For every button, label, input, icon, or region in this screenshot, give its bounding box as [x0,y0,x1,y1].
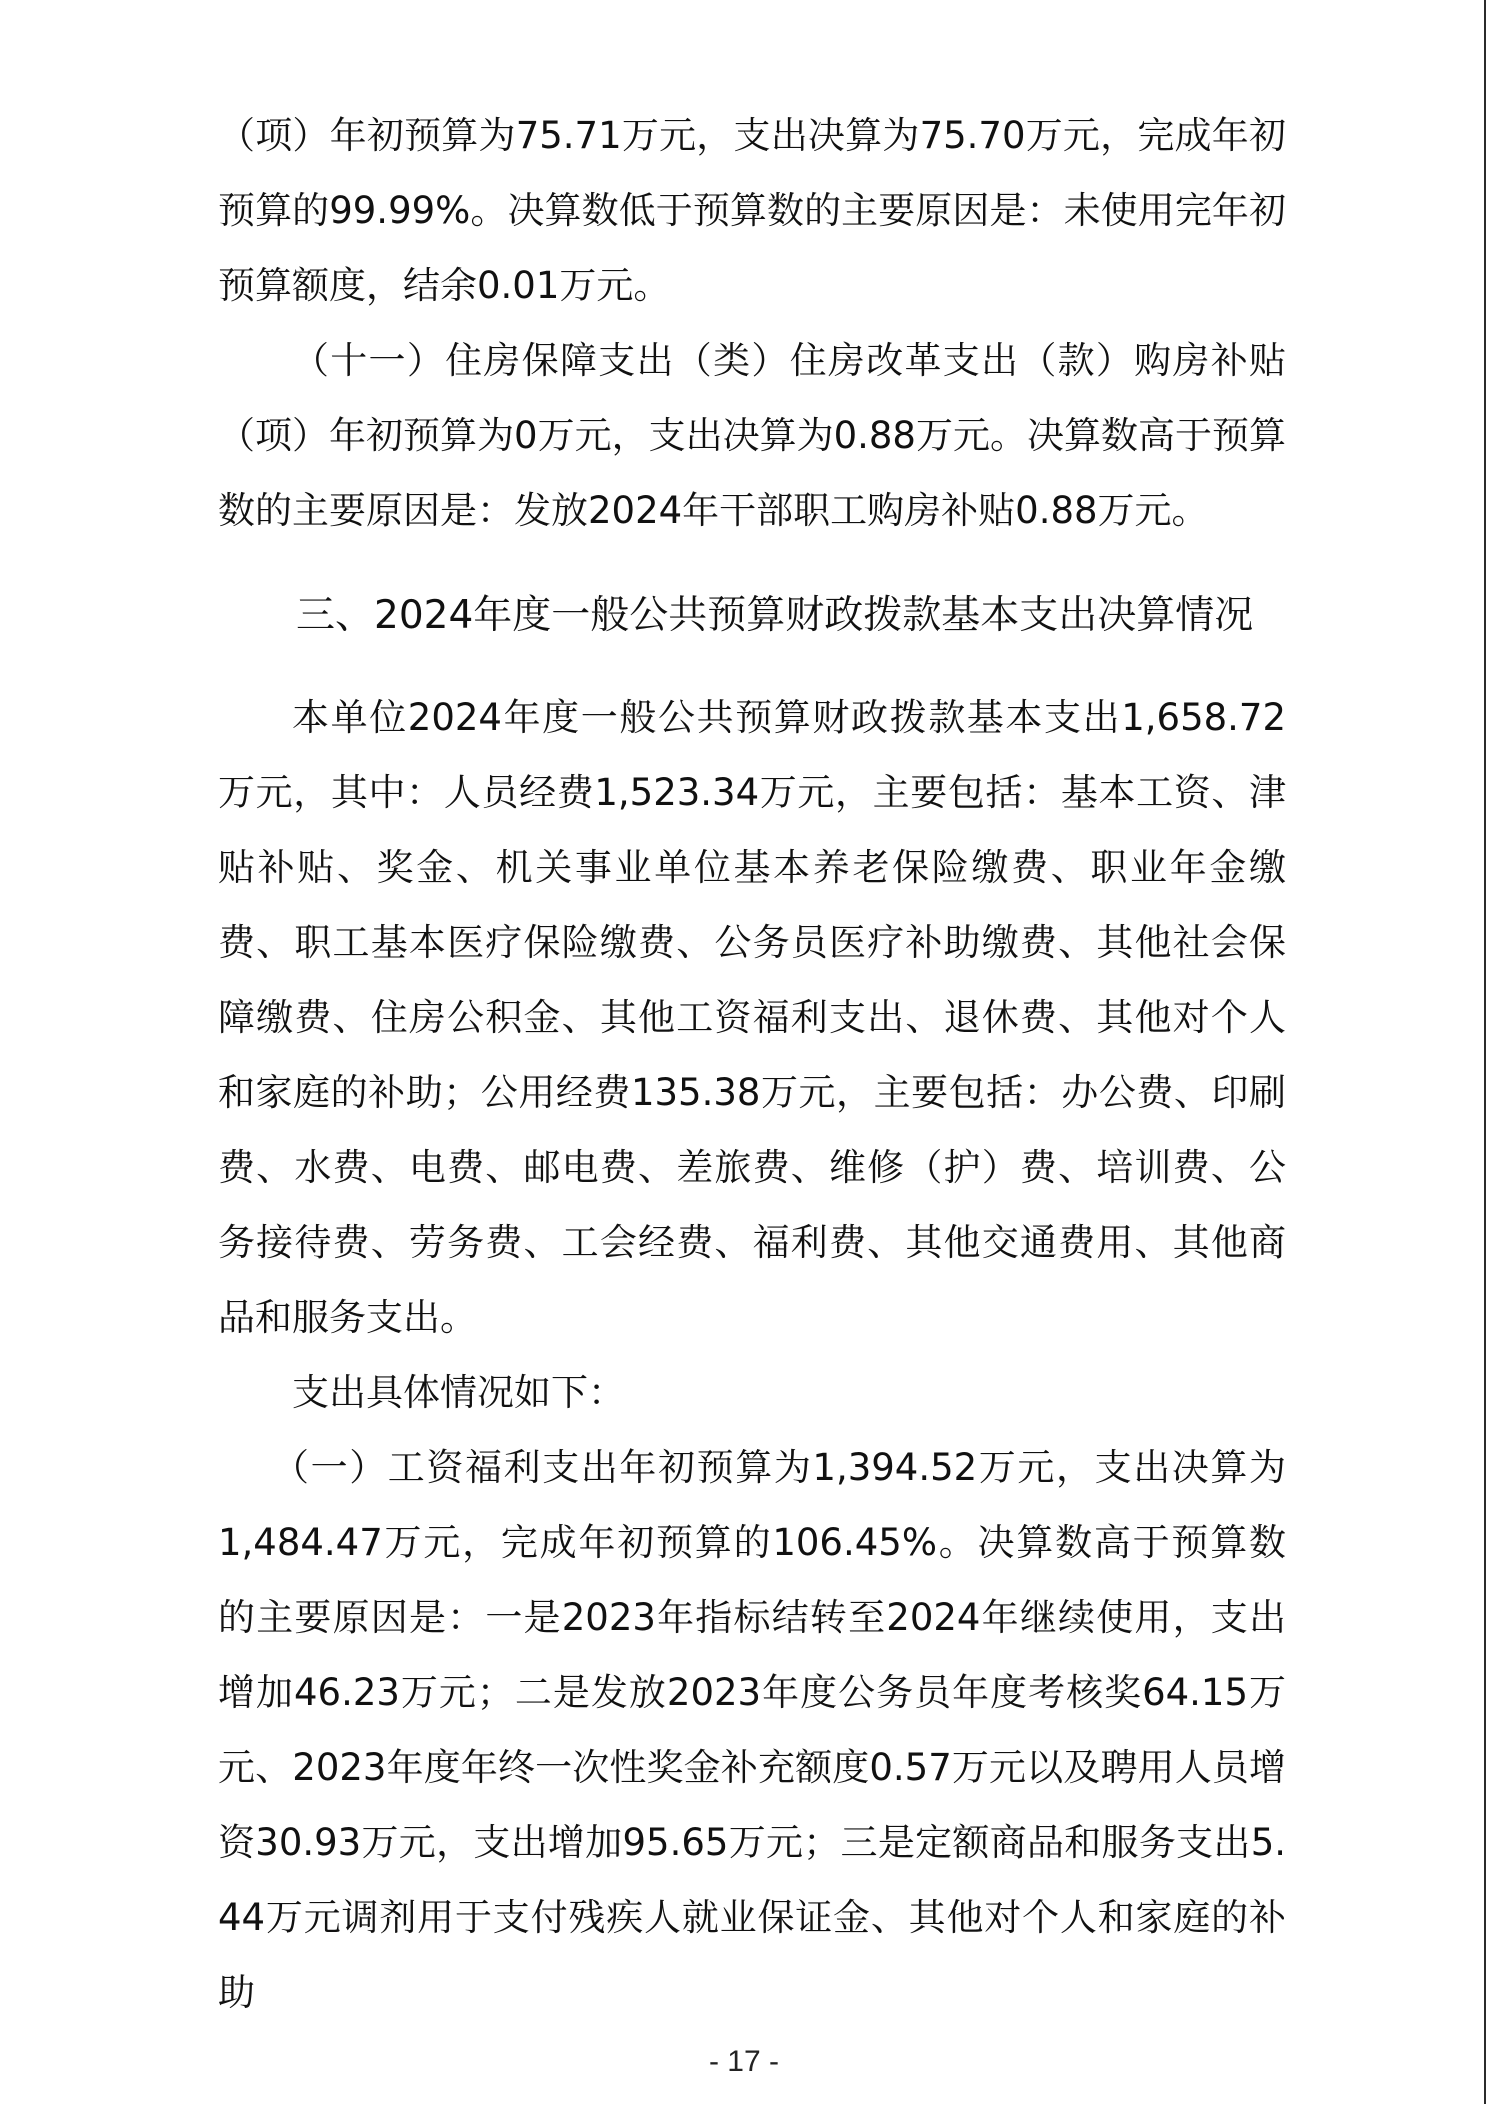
paragraph-wage-welfare: （一）工资福利支出年初预算为1,394.52万元，支出决算为1,484.47万元，完成年初预算的106.45%。决算数高于预算数的主要原因是：一是2023年指标结转至2024年继续使用，支出增加46.23万元；二是发放2023年度公务员年度考核奖64.15万元、2023年度年终一次性奖金补充额度0.57万元以及聘用人员增资30.93万元，支出增加95.65万元；三是定额商品和服务支出5.44万元调剂用于支付残疾人就业保证金、其他对个人和家庭的补助 [218,1446,1286,2014]
paragraph-details-intro: 支出具体情况如下： [292,1371,625,1414]
paragraph-housing-subsidy: （十一）住房保障支出（类）住房改革支出（款）购房补贴（项）年初预算为0万元，支出决算为0.88万元。决算数高于预算数的主要原因是：发放2024年干部职工购房补贴0.88万元。 [218,339,1286,532]
section-heading: 三、2024年度一般公共预算财政拨款基本支出决算情况 [296,593,1254,638]
paragraph-continued: （项）年初预算为75.71万元，支出决算为75.70万元，完成年初预算的99.99%。决算数低于预算数的主要原因是：未使用完年初预算额度，结余0.01万元。 [218,114,1286,307]
page-number: - 17 - [708,2045,780,2078]
paragraph-basic-expenditure: 本单位2024年度一般公共预算财政拨款基本支出1,658.72万元，其中：人员经费1,523.34万元，主要包括：基本工资、津贴补贴、奖金、机关事业单位基本养老保险缴费、职业年金缴费、职工基本医疗保险缴费、公务员医疗补助缴费、其他社会保障缴费、住房公积金、其他工资福利支出、退休费、其他对个人和家庭的补助；公用经费135.38万元，主要包括：办公费、印刷费、水费、电费、邮电费、差旅费、维修（护）费、培训费、公务接待费、劳务费、工会经费、福利费、其他交通费用、其他商品和服务支出。 [218,696,1286,1339]
document-body [218,98,1286,2030]
page-edge-rule [1484,0,1486,2104]
